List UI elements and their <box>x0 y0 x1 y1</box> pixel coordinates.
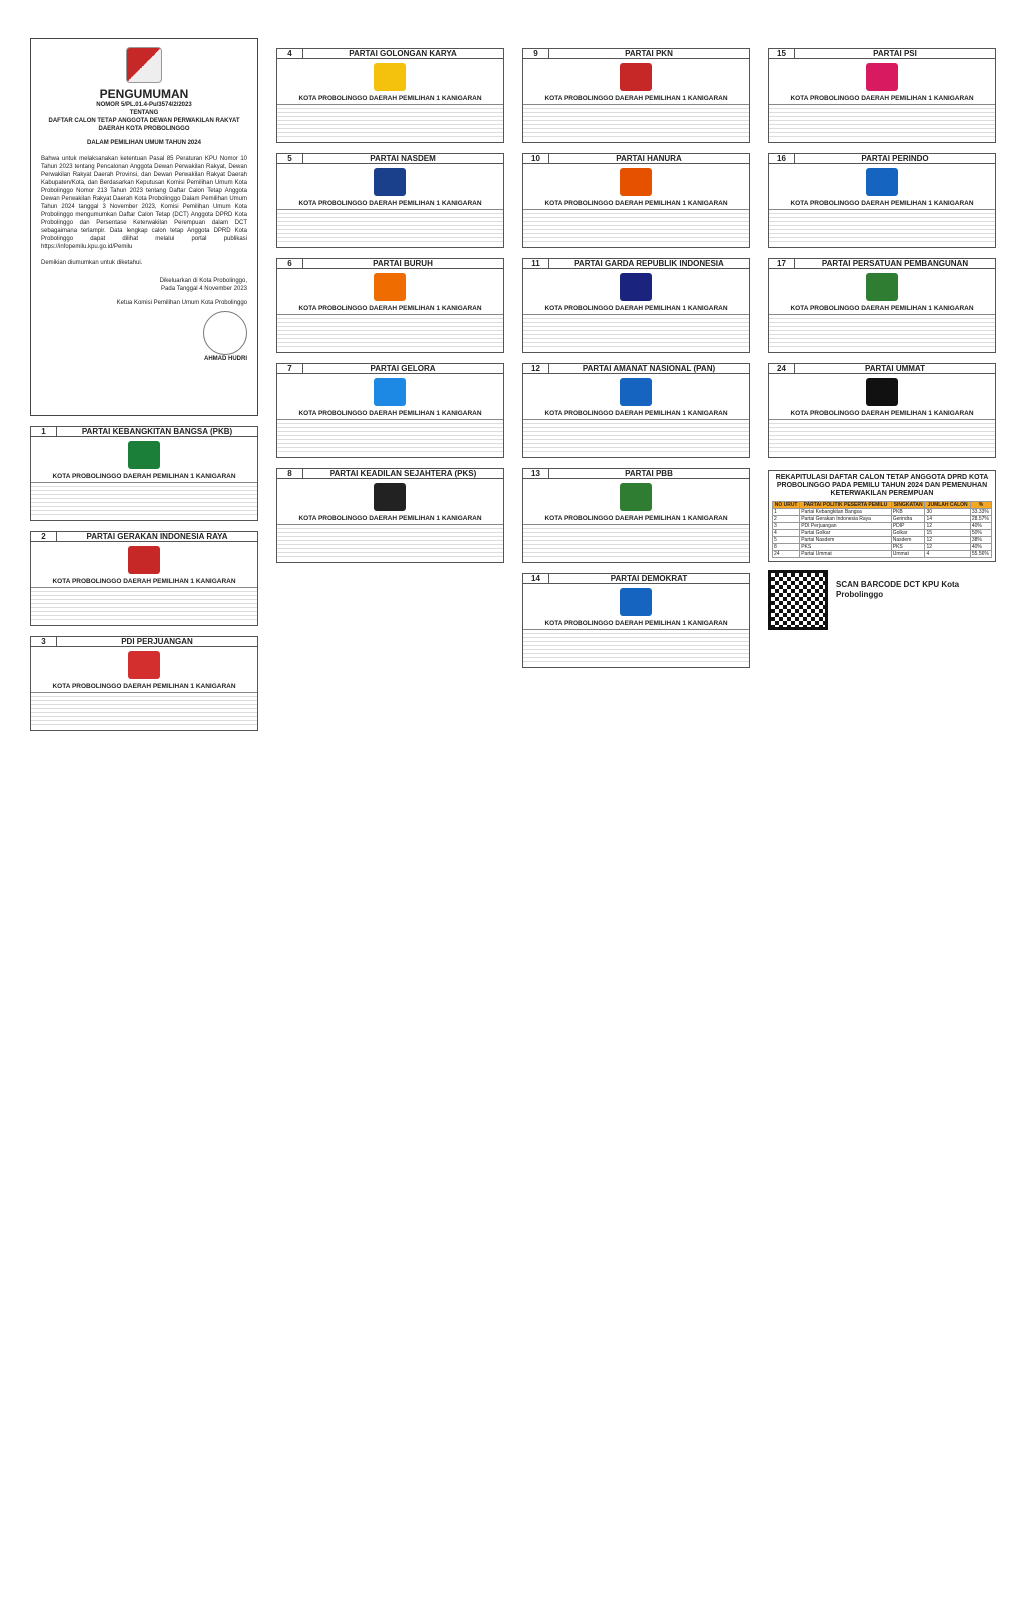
candidate-table <box>523 209 749 245</box>
dapil-heading: KOTA PROBOLINGGO DAERAH PEMILIHAN 1 KANIGARAN <box>544 95 728 102</box>
summary-header: PARTAI POLITIK PESERTA PEMILU <box>800 502 892 509</box>
summary-header: % <box>970 502 991 509</box>
summary-cell: Partai Kebangkitan Bangsa <box>800 509 892 516</box>
party-logo-icon <box>128 441 160 469</box>
signer: AHMAD HUDRI <box>204 356 247 362</box>
party-2 <box>30 531 258 626</box>
dapil-heading: KOTA PROBOLINGGO DAERAH PEMILIHAN 1 KANIGARAN <box>298 95 482 102</box>
party-header <box>31 532 257 542</box>
announcement-subject: DAFTAR CALON TETAP ANGGOTA DEWAN PERWAKILAN RAKYAT DAERAH KOTA PROBOLINGGO <box>48 118 240 132</box>
party-logo-icon <box>866 273 898 301</box>
announcement <box>30 38 258 416</box>
party-header <box>523 154 749 164</box>
dapil-heading: KOTA PROBOLINGGO DAERAH PEMILIHAN 1 KANIGARAN <box>298 305 482 312</box>
party-number: 8 <box>277 469 303 478</box>
candidate-table <box>769 419 995 455</box>
party-header <box>769 259 995 269</box>
summary-cell: 3 <box>773 523 800 530</box>
party-logo-icon <box>374 273 406 301</box>
party-16 <box>768 153 996 248</box>
party-7 <box>276 363 504 458</box>
party-header <box>277 364 503 374</box>
dapil-heading: KOTA PROBOLINGGO DAERAH PEMILIHAN 1 KANIGARAN <box>298 515 482 522</box>
summary-cell: PDI Perjuangan <box>800 523 892 530</box>
candidate-table <box>769 209 995 245</box>
party-number: 4 <box>277 49 303 58</box>
dapil-heading: KOTA PROBOLINGGO DAERAH PEMILIHAN 1 KANIGARAN <box>52 473 236 480</box>
announcement-body: Bahwa untuk melaksanakan ketentuan Pasal 85 Peraturan KPU Nomor 10 Tahun 2023 tentang Pencalonan Anggota Dewan Perwakilan Rakyat, Dewan Perwakilan Rakyat Daerah Provinsi, dan Dewan Perwakilan Rakyat Daerah Kabupaten/Kota, dan Berdasarkan Keputusan Komisi Pemilihan Umum Kota Probolinggo Nomor 213 Tahun 2023 tentang Daftar Calon Tetap Anggota Dewan Perwakilan Rakyat Daerah Kota Probolinggo Dalam Pemilihan Umum Tahun 2024 tanggal 3 November 2023, Komisi Pemilihan Umum Kota Probolinggo mengumumkan Daftar Calon Tetap (DCT) Anggota DPRD Kota Probolinggo dan Persentase Keterwakilan Perempuan dalam DCT sebagaimana terlampir. Data lengkap calon tetap Anggota DPRD Kota Probolinggo dapat dilihat melalui portal publikasi https://infopemilu.kpu.go.id/Pemilu <box>41 156 247 250</box>
party-name: PARTAI GELORA <box>370 364 436 373</box>
summary-cell: 33.33% <box>970 509 991 516</box>
party-name: PARTAI UMMAT <box>865 364 925 373</box>
announcement-election: DALAM PEMILIHAN UMUM TAHUN 2024 <box>87 140 201 146</box>
party-1 <box>30 426 258 521</box>
party-logo-icon <box>374 63 406 91</box>
dapil-heading: KOTA PROBOLINGGO DAERAH PEMILIHAN 1 KANIGARAN <box>790 305 974 312</box>
party-name: PARTAI KEADILAN SEJAHTERA (PKS) <box>329 469 477 478</box>
party-header <box>277 469 503 479</box>
summary-row <box>773 544 992 551</box>
summary-row <box>773 509 992 516</box>
summary-row <box>773 530 992 537</box>
party-logo-icon <box>374 168 406 196</box>
party-name: PARTAI PERSATUAN PEMBANGUNAN <box>821 259 969 268</box>
candidate-table <box>277 209 503 245</box>
party-13 <box>522 468 750 563</box>
summary-title: REKAPITULASI DAFTAR CALON TETAP ANGGOTA DPRD KOTA PROBOLINGGO PADA PEMILU TAHUN 2024 DAN PEMENUHAN KETERWAKILAN PEREMPUAN <box>775 474 989 497</box>
party-header <box>769 49 995 59</box>
dapil-heading: KOTA PROBOLINGGO DAERAH PEMILIHAN 1 KANIGARAN <box>544 410 728 417</box>
party-17 <box>768 258 996 353</box>
dapil-heading: KOTA PROBOLINGGO DAERAH PEMILIHAN 1 KANIGARAN <box>790 200 974 207</box>
dapil-heading: KOTA PROBOLINGGO DAERAH PEMILIHAN 1 KANIGARAN <box>52 578 236 585</box>
party-number: 17 <box>769 259 795 268</box>
summary-cell: 14 <box>925 516 970 523</box>
dapil-heading: KOTA PROBOLINGGO DAERAH PEMILIHAN 1 KANIGARAN <box>298 410 482 417</box>
party-number: 24 <box>769 364 795 373</box>
summary-cell: Partai Nasdem <box>800 537 892 544</box>
summary-cell: 28.57% <box>970 516 991 523</box>
summary-cell: PDIP <box>891 523 925 530</box>
role: Ketua Komisi Pemilihan Umum Kota Probolinggo <box>116 300 247 306</box>
party-number: 5 <box>277 154 303 163</box>
candidate-table <box>277 419 503 455</box>
summary-cell: Partai Gerakan Indonesia Raya <box>800 516 892 523</box>
party-number: 14 <box>523 574 549 583</box>
dapil-heading: KOTA PROBOLINGGO DAERAH PEMILIHAN 1 KANIGARAN <box>298 200 482 207</box>
party-header <box>523 469 749 479</box>
summary-cell: 30 <box>925 509 970 516</box>
summary-row <box>773 516 992 523</box>
party-logo-icon <box>866 168 898 196</box>
candidate-table <box>31 692 257 728</box>
column-4 <box>768 38 996 1570</box>
party-name: PARTAI NASDEM <box>370 154 436 163</box>
summary-cell: 38% <box>970 537 991 544</box>
party-logo-icon <box>374 378 406 406</box>
party-number: 6 <box>277 259 303 268</box>
summary-row <box>773 537 992 544</box>
party-number: 1 <box>31 427 57 436</box>
summary-cell: PKB <box>891 509 925 516</box>
party-logo-icon <box>866 63 898 91</box>
party-header <box>769 154 995 164</box>
summary-cell: 40% <box>970 523 991 530</box>
column-3 <box>522 38 750 1570</box>
party-number: 13 <box>523 469 549 478</box>
candidate-table <box>31 482 257 518</box>
summary-row <box>773 551 992 558</box>
summary-cell: 2 <box>773 516 800 523</box>
party-logo-icon <box>620 63 652 91</box>
dapil-heading: KOTA PROBOLINGGO DAERAH PEMILIHAN 1 KANIGARAN <box>544 305 728 312</box>
party-10 <box>522 153 750 248</box>
candidate-table <box>277 104 503 140</box>
summary-cell: Ummat <box>891 551 925 558</box>
party-14 <box>522 573 750 668</box>
candidate-table <box>277 314 503 350</box>
candidate-table <box>277 524 503 560</box>
summary-cell: 8 <box>773 544 800 551</box>
party-logo-icon <box>620 273 652 301</box>
party-logo-icon <box>620 168 652 196</box>
party-logo-icon <box>128 546 160 574</box>
dapil-heading: KOTA PROBOLINGGO DAERAH PEMILIHAN 1 KANIGARAN <box>544 515 728 522</box>
party-5 <box>276 153 504 248</box>
party-header <box>31 637 257 647</box>
party-name: PARTAI GERAKAN INDONESIA RAYA <box>86 532 228 541</box>
party-logo-icon <box>620 483 652 511</box>
candidate-table <box>769 104 995 140</box>
party-3 <box>30 636 258 731</box>
summary-table <box>768 470 996 562</box>
party-name: PARTAI DEMOKRAT <box>610 574 688 583</box>
candidate-table <box>523 419 749 455</box>
party-header <box>523 364 749 374</box>
column-1 <box>30 38 258 1570</box>
party-logo-icon <box>620 588 652 616</box>
candidate-table <box>31 587 257 623</box>
summary-header: NO URUT <box>773 502 800 509</box>
party-name: PARTAI PBB <box>625 469 673 478</box>
party-9 <box>522 48 750 143</box>
announcement-number: NOMOR 5/PL.01.4-Pu/3574/2/2023 <box>96 102 192 108</box>
summary-cell: 4 <box>773 530 800 537</box>
announcement-title: PENGUMUMAN <box>99 87 189 101</box>
summary-cell: 5 <box>773 537 800 544</box>
party-header <box>277 154 503 164</box>
party-header <box>769 364 995 374</box>
party-name: PARTAI GOLONGAN KARYA <box>349 49 457 58</box>
dapil-heading: KOTA PROBOLINGGO DAERAH PEMILIHAN 1 KANIGARAN <box>52 683 236 690</box>
summary-row <box>773 523 992 530</box>
party-number: 10 <box>523 154 549 163</box>
party-header <box>277 259 503 269</box>
summary-cell: 4 <box>925 551 970 558</box>
party-number: 9 <box>523 49 549 58</box>
announcement-about: TENTANG <box>129 110 159 116</box>
party-number: 12 <box>523 364 549 373</box>
party-header <box>31 427 257 437</box>
party-name: PARTAI PSI <box>873 49 917 58</box>
summary-cell: Golkar <box>891 530 925 537</box>
party-logo-icon <box>374 483 406 511</box>
scan-label: SCAN BARCODE DCT KPU Kota Probolinggo <box>836 580 960 599</box>
announcement-closing: Demikian diumumkan untuk diketahui. <box>41 260 143 266</box>
summary-header: SINGKATAN <box>891 502 925 509</box>
party-name: PARTAI HANURA <box>616 154 682 163</box>
candidate-table <box>769 314 995 350</box>
summary-cell: Partai Golkar <box>800 530 892 537</box>
summary-cell: 55.56% <box>970 551 991 558</box>
summary-cell: 12 <box>925 523 970 530</box>
dapil-heading: KOTA PROBOLINGGO DAERAH PEMILIHAN 1 KANIGARAN <box>544 200 728 207</box>
column-2 <box>276 38 504 1570</box>
party-24 <box>768 363 996 458</box>
party-8 <box>276 468 504 563</box>
party-header <box>523 574 749 584</box>
party-header <box>277 49 503 59</box>
party-name: PARTAI AMANAT NASIONAL (PAN) <box>582 364 716 373</box>
party-logo-icon <box>128 651 160 679</box>
candidate-table <box>523 314 749 350</box>
summary-cell: 12 <box>925 544 970 551</box>
summary-cell: 50% <box>970 530 991 537</box>
party-number: 16 <box>769 154 795 163</box>
summary-cell: 12 <box>925 537 970 544</box>
party-number: 3 <box>31 637 57 646</box>
party-name: PARTAI PKN <box>625 49 673 58</box>
party-number: 7 <box>277 364 303 373</box>
summary-cell: 15 <box>925 530 970 537</box>
candidate-table <box>523 629 749 665</box>
summary-cell: PKS <box>800 544 892 551</box>
place: Dikeluarkan di Kota Probolinggo, <box>159 278 247 284</box>
party-name: PARTAI KEBANGKITAN BANGSA (PKB) <box>81 427 233 436</box>
summary-cell: Partai Ummat <box>800 551 892 558</box>
dapil-heading: KOTA PROBOLINGGO DAERAH PEMILIHAN 1 KANIGARAN <box>544 620 728 627</box>
summary-cell: 24 <box>773 551 800 558</box>
kpu-logo <box>126 47 162 83</box>
summary-cell: Gerindra <box>891 516 925 523</box>
party-name: PDI PERJUANGAN <box>121 637 193 646</box>
party-number: 15 <box>769 49 795 58</box>
party-name: PARTAI PERINDO <box>861 154 929 163</box>
candidate-table <box>523 524 749 560</box>
summary-cell: PKS <box>891 544 925 551</box>
party-logo-icon <box>866 378 898 406</box>
summary-cell: 1 <box>773 509 800 516</box>
date: Pada Tanggal 4 November 2023 <box>161 286 247 292</box>
party-name: PARTAI BURUH <box>373 259 433 268</box>
party-header <box>523 259 749 269</box>
summary-header: JUMLAH CALON <box>925 502 970 509</box>
signature-block <box>41 277 247 363</box>
qr-code[interactable] <box>768 570 828 630</box>
party-12 <box>522 363 750 458</box>
party-4 <box>276 48 504 143</box>
party-number: 2 <box>31 532 57 541</box>
party-logo-icon <box>620 378 652 406</box>
party-number: 11 <box>523 259 549 268</box>
party-6 <box>276 258 504 353</box>
dapil-heading: KOTA PROBOLINGGO DAERAH PEMILIHAN 1 KANIGARAN <box>790 410 974 417</box>
party-header <box>523 49 749 59</box>
party-name: PARTAI GARDA REPUBLIK INDONESIA <box>574 259 724 268</box>
summary-cell: 40% <box>970 544 991 551</box>
summary-cell: Nasdem <box>891 537 925 544</box>
qr-block <box>768 570 996 630</box>
candidate-table <box>523 104 749 140</box>
party-15 <box>768 48 996 143</box>
party-11 <box>522 258 750 353</box>
dapil-heading: KOTA PROBOLINGGO DAERAH PEMILIHAN 1 KANIGARAN <box>790 95 974 102</box>
official-seal <box>203 311 247 355</box>
